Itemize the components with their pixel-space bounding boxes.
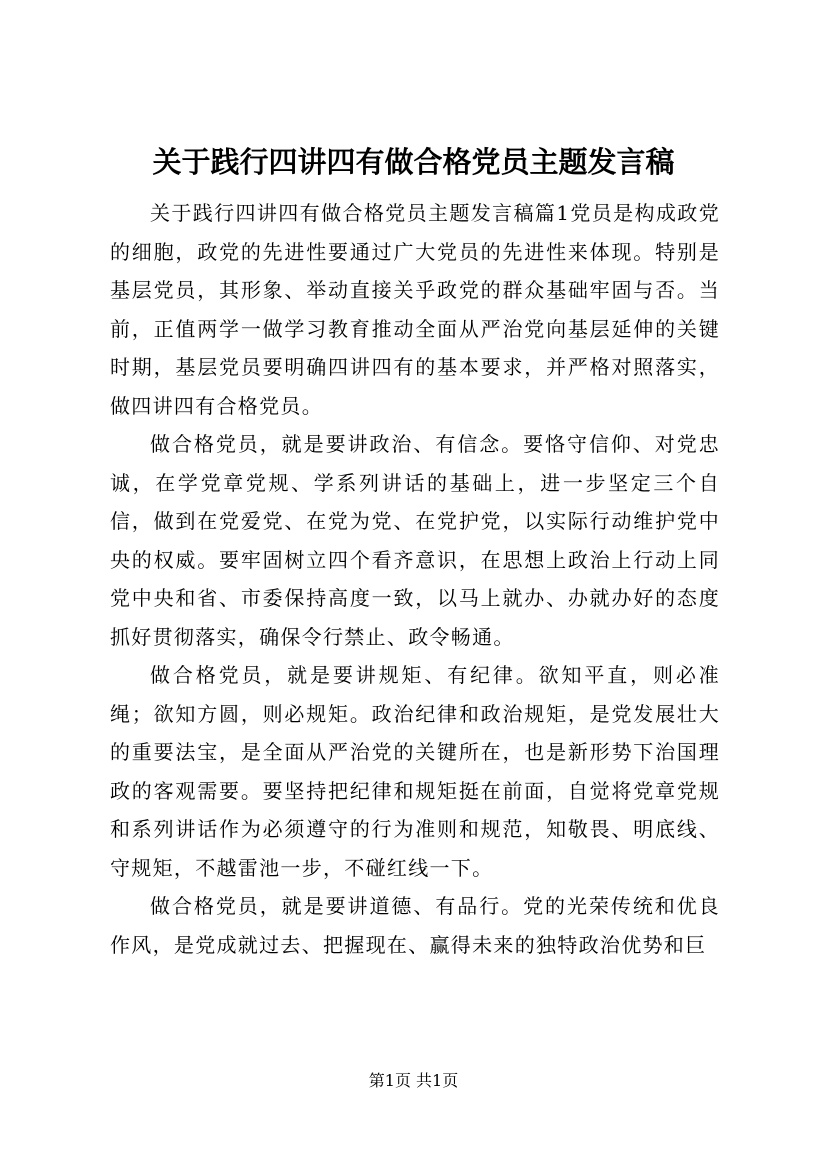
paragraph-1: 关于践行四讲四有做合格党员主题发言稿篇1党员是构成政党的细胞，政党的先进性要通过广大党员的先进性来体现。特别是基层党员，其形象、举动直接关乎政党的群众基础牢固与否。当前，正值两学一做学习教育推动全面从严治党向基层延伸的关键时期，基层党员要明确四讲四有的基本要求，并严格对照落实，做四讲四有合格党员。: [110, 201, 720, 418]
page-footer: 第1页 共1页: [368, 1071, 459, 1090]
paragraph-4: 做合格党员，就是要讲道德、有品行。党的光荣传统和优良作风，是党成就过去、把握现在、赢得未来的独特政治优势和巨: [110, 894, 720, 957]
document-title: 关于践行四讲四有做合格党员主题发言稿: [152, 145, 675, 179]
paragraph-3: 做合格党员，就是要讲规矩、有纪律。欲知平直，则必准绳；欲知方圆，则必规矩。政治纪律和政治规矩，是党发展壮大的重要法宝，是全面从严治党的关键所在，也是新形势下治国理政的客观需要。要坚持把纪律和规矩挺在前面，自觉将党章党规和系列讲话作为必须遵守的行为准则和规范，知敬畏、明底线、守规矩，不越雷池一步，不碰红线一下。: [110, 663, 720, 880]
paragraph-2: 做合格党员，就是要讲政治、有信念。要恪守信仰、对党忠诚，在学党章党规、学系列讲话的基础上，进一步坚定三个自信，做到在党爱党、在党为党、在党护党，以实际行动维护党中央的权威。要牢固树立四个看齐意识，在思想上政治上行动上同党中央和省、市委保持高度一致，以马上就办、办就办好的态度抓好贯彻落实，确保令行禁止、政令畅通。: [110, 432, 720, 649]
document-body: [110, 194, 720, 964]
